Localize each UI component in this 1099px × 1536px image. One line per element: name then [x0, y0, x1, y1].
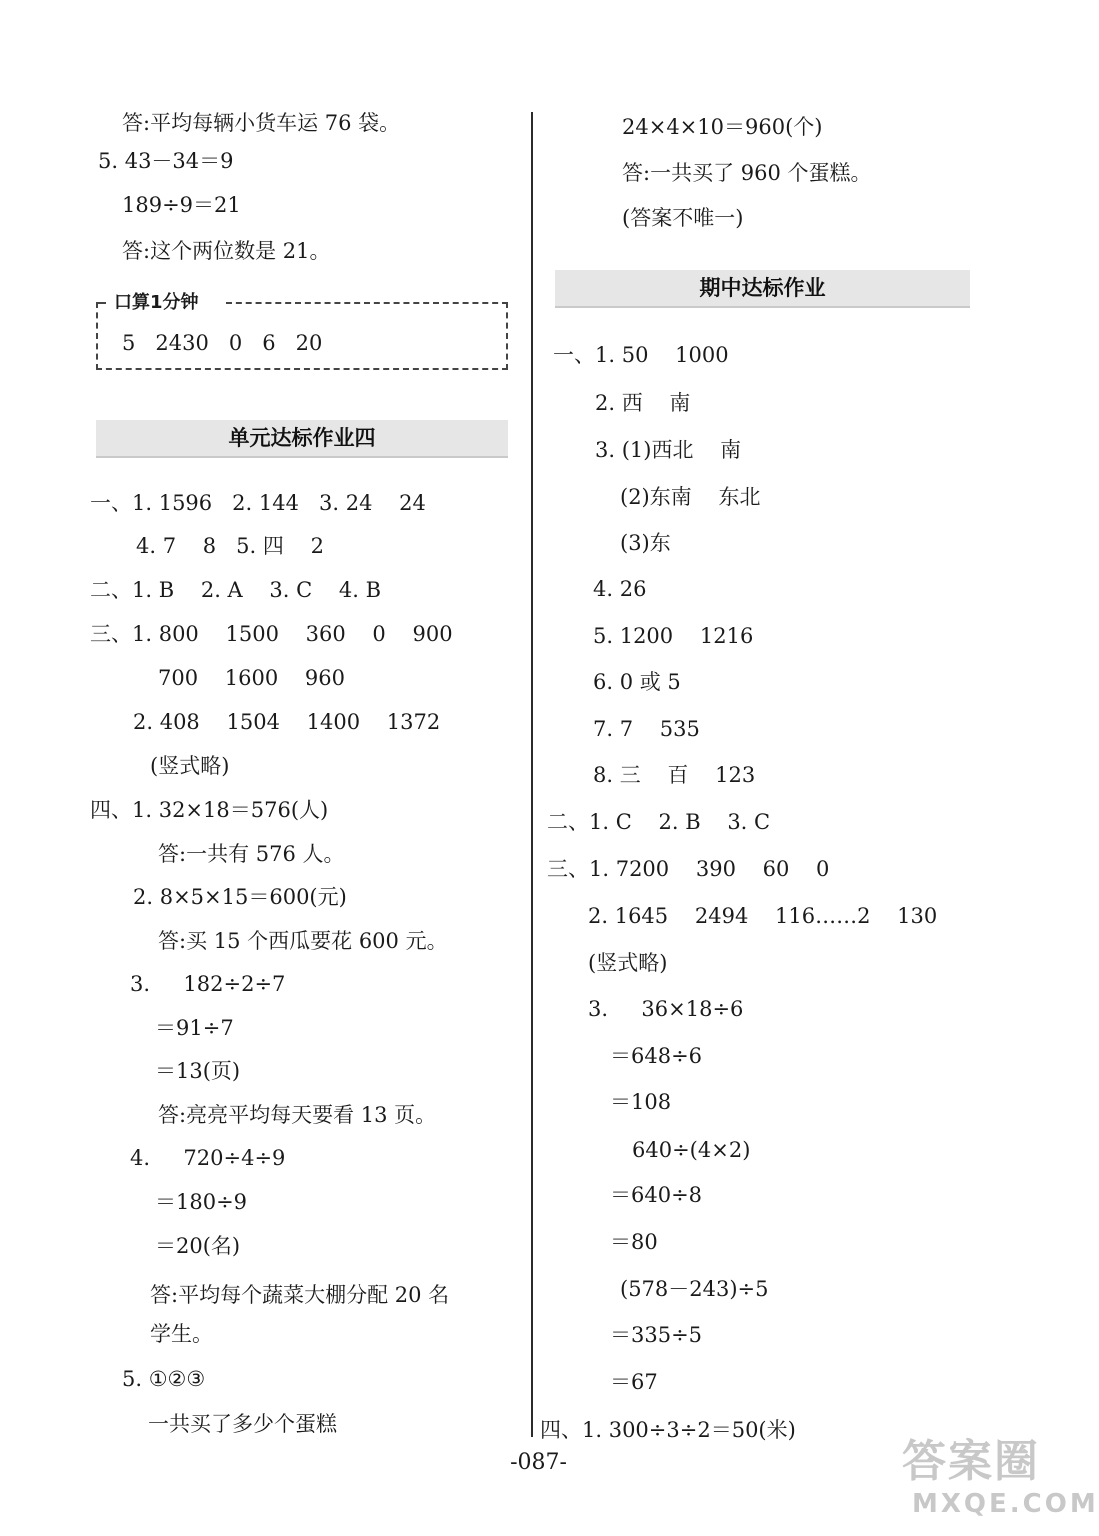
section-title-unit4: 单元达标作业四: [96, 420, 508, 458]
mental-math-label: 口算1分钟: [112, 288, 201, 314]
answer-line: 答:一共买了 960 个蛋糕。: [622, 161, 872, 185]
watermark-url: MXQE.COM: [912, 1489, 1099, 1519]
answer-line: ＝180÷9: [155, 1190, 248, 1214]
section-title-midterm: 期中达标作业: [555, 270, 970, 308]
answer-line: 640÷(4×2): [632, 1138, 751, 1162]
answer-line: 二、1. B 2. A 3. C 4. B: [90, 578, 382, 602]
answer-line: 7. 7 535: [593, 717, 700, 741]
answer-line: 四、1. 32×18＝576(人): [90, 798, 329, 822]
answer-line: 三、1. 800 1500 360 0 900: [90, 622, 453, 646]
answer-line: 答:平均每辆小货车运 76 袋。: [122, 111, 401, 135]
answer-line: (竖式略): [150, 754, 230, 778]
answer-line: (答案不唯一): [622, 206, 744, 230]
answer-line: 2. 西 南: [595, 391, 691, 415]
answer-line: 5. 43－34＝9: [98, 149, 234, 173]
answer-line: 一、1. 50 1000: [553, 343, 729, 367]
answer-line: 答:平均每个蔬菜大棚分配 20 名: [150, 1283, 450, 1307]
answer-line: ＝91÷7: [155, 1016, 234, 1040]
watermark-text: 答案圈: [902, 1436, 1040, 1487]
answer-line: 学生。: [150, 1322, 213, 1346]
page-number: -087-: [510, 1450, 567, 1475]
answer-line: 3. (1)西北 南: [595, 438, 742, 462]
mental-math-values: 5 2430 0 6 20: [122, 331, 323, 355]
answer-line: 6. 0 或 5: [593, 670, 681, 694]
watermark-logo: [900, 1425, 1099, 1530]
answer-line: 24×4×10＝960(个): [622, 115, 823, 139]
answer-line: (2)东南 东北: [620, 485, 761, 509]
answer-line: 一、1. 1596 2. 144 3. 24 24: [90, 491, 426, 515]
answer-line: ＝20(名): [155, 1234, 241, 1258]
answer-line: 答:买 15 个西瓜要花 600 元。: [158, 929, 448, 953]
answer-line: ＝640÷8: [610, 1183, 703, 1207]
answer-line: 三、1. 7200 390 60 0: [547, 857, 830, 881]
answer-line: 5. ①②③: [122, 1367, 206, 1391]
answer-line: ＝67: [610, 1370, 658, 1394]
answer-line: 答:亮亮平均每天要看 13 页。: [158, 1103, 437, 1127]
answer-line: 8. 三 百 123: [593, 763, 756, 787]
answer-line: ＝80: [610, 1230, 658, 1254]
answer-line: 3. 182÷2÷7: [130, 972, 286, 996]
answer-line: 四、1. 300÷3÷2＝50(米): [540, 1418, 796, 1442]
answer-line: ＝648÷6: [610, 1044, 703, 1068]
answer-line: 二、1. C 2. B 3. C: [547, 810, 771, 834]
answer-line: 2. 408 1504 1400 1372: [133, 710, 441, 734]
answer-line: ＝13(页): [155, 1059, 241, 1083]
answer-line: 一共买了多少个蛋糕: [148, 1412, 337, 1436]
answer-line: 700 1600 960: [158, 666, 346, 690]
column-divider: [531, 112, 533, 1437]
answer-line: 3. 36×18÷6: [588, 997, 744, 1021]
answer-line: (竖式略): [588, 951, 668, 975]
answer-line: 答:一共有 576 人。: [158, 842, 345, 866]
box-border: [96, 302, 106, 304]
answer-line: (3)东: [620, 531, 671, 555]
answer-line: 4. 7 8 5. 四 2: [136, 534, 324, 558]
answer-line: 4. 720÷4÷9: [130, 1146, 286, 1170]
answer-line: (578－243)÷5: [620, 1277, 769, 1301]
answer-line: 2. 8×5×15＝600(元): [133, 885, 347, 909]
answer-line: ＝335÷5: [610, 1323, 703, 1347]
answer-line: 189÷9＝21: [122, 193, 241, 217]
answer-line: 4. 26: [593, 577, 647, 601]
answer-line: 答:这个两位数是 21。: [122, 239, 331, 263]
answer-line: 5. 1200 1216: [593, 624, 754, 648]
answer-line: ＝108: [610, 1090, 672, 1114]
box-border: [226, 302, 508, 304]
answer-line: 2. 1645 2494 116……2 130: [588, 904, 938, 928]
